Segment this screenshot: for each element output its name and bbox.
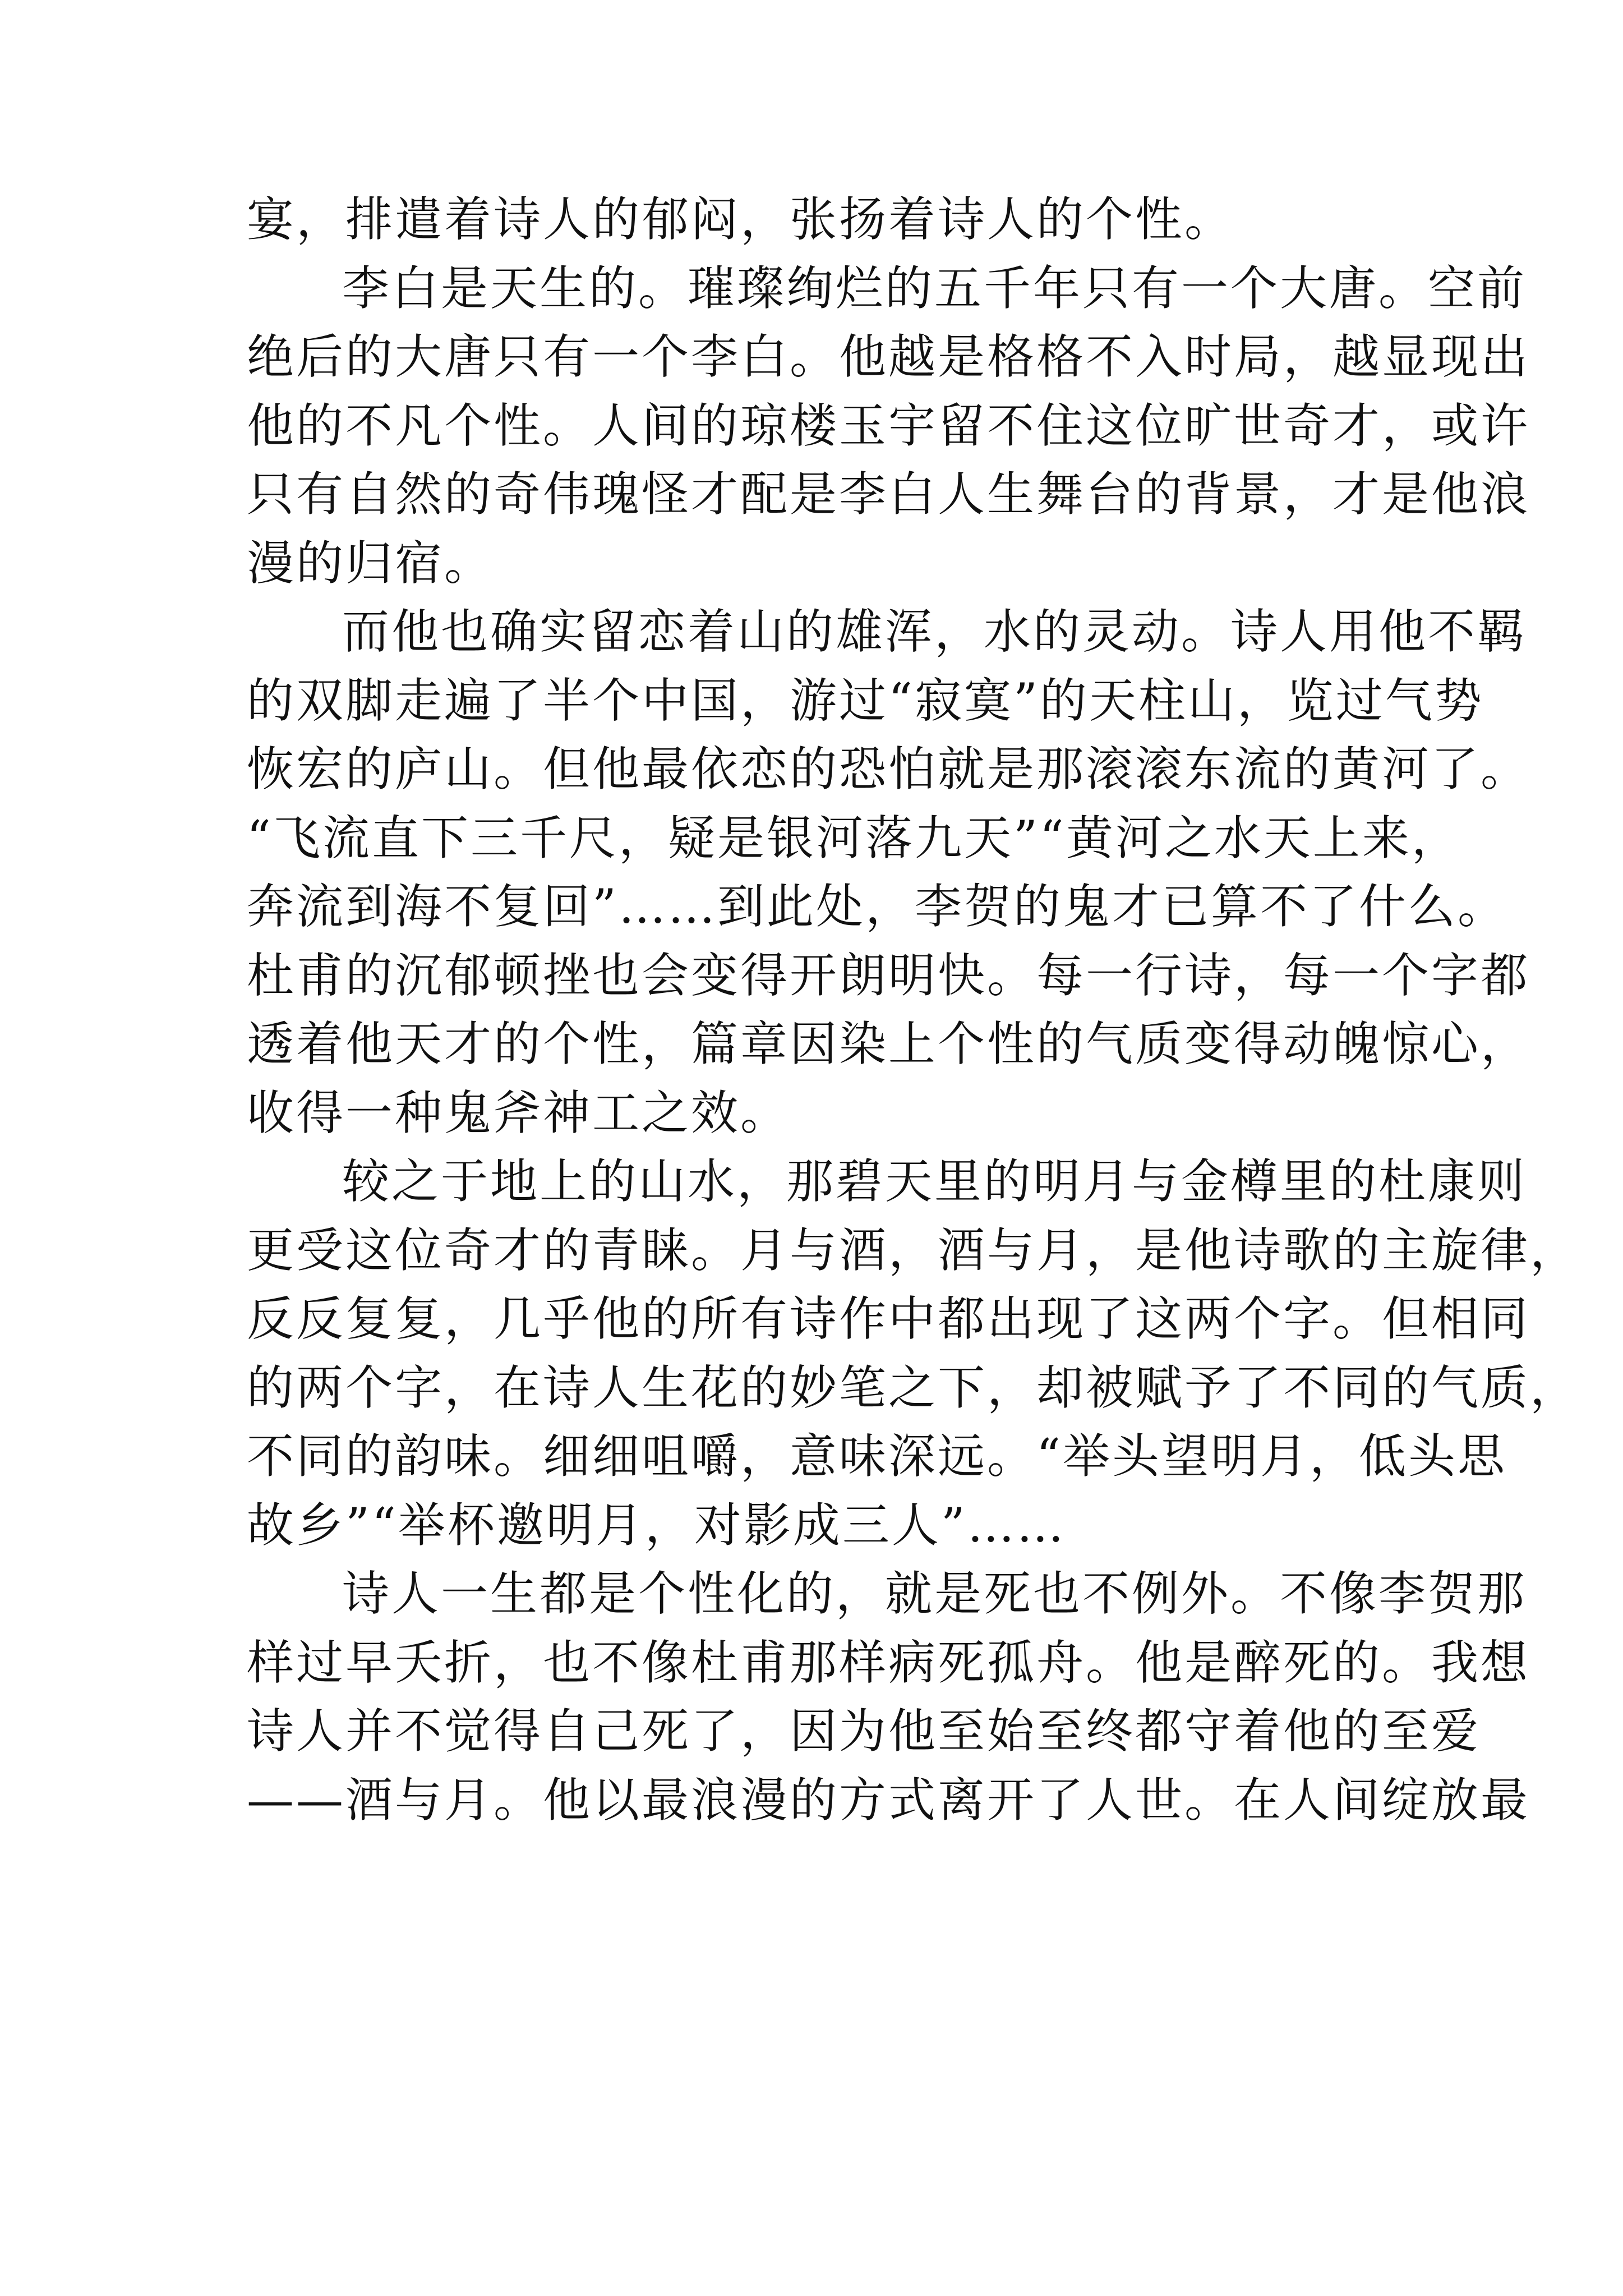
text-line: 样过早夭折，也不像杜甫那样病死孤舟。他是醉死的。我想 xyxy=(247,1635,1530,1690)
text-line: 他的不凡个性。人间的琼楼玉宇留不住这位旷世奇才，或许 xyxy=(247,398,1530,453)
text-line: 收得一种鬼斧神工之效。 xyxy=(247,1085,790,1140)
paragraph-start-line: 李白是天生的。璀璨绚烂的五千年只有一个大唐。空前 xyxy=(342,260,1527,316)
essay-body xyxy=(247,185,1580,1834)
text-line: 杜甫的沉郁顿挫也会变得开朗明快。每一行诗，每一个字都 xyxy=(247,947,1530,1003)
paragraph-start-line: 诗人一生都是个性化的，就是死也不例外。不像李贺那 xyxy=(342,1566,1527,1621)
paragraph-start-line: 较之于地上的山水，那碧天里的明月与金樽里的杜康则 xyxy=(342,1154,1527,1209)
text-line: 诗人并不觉得自己死了，因为他至始至终都守着他的至爱 xyxy=(247,1704,1481,1759)
text-line: 只有自然的奇伟瑰怪才配是李白人生舞台的背景，才是他浪 xyxy=(247,467,1530,522)
text-line: 反反复复，几乎他的所有诗作中都出现了这两个字。但相同 xyxy=(247,1291,1530,1346)
text-line: 绝后的大唐只有一个李白。他越是格格不入时局，越显现出 xyxy=(247,329,1530,384)
text-line: 奔流到海不复回”……到此处，李贺的鬼才已算不了什么。 xyxy=(247,879,1507,934)
text-line: 透着他天才的个性，篇章因染上个性的气质变得动魄惊心， xyxy=(247,1016,1530,1071)
text-line: 的两个字，在诗人生花的妙笔之下，却被赋予了不同的气质， xyxy=(247,1360,1580,1415)
text-line: 的双脚走遍了半个中国，游过“寂寞”的天柱山，览过气势 xyxy=(247,673,1484,728)
text-line: ——酒与月。他以最浪漫的方式离开了人世。在人间绽放最 xyxy=(247,1772,1530,1828)
text-line: “飞流直下三千尺，疑是银河落九天”“黄河之水天上来， xyxy=(247,810,1461,866)
text-line: 更受这位奇才的青睐。月与酒，酒与月，是他诗歌的主旋律， xyxy=(247,1222,1580,1278)
text-line: 恢宏的庐山。但他最依恋的恐怕就是那滚滚东流的黄河了。 xyxy=(247,742,1530,797)
text-line: 故乡”“举杯邀明月，对影成三人”…… xyxy=(247,1497,1066,1553)
paragraph-start-line: 而他也确实留恋着山的雄浑，水的灵动。诗人用他不羁 xyxy=(342,604,1527,659)
text-line: 不同的韵味。细细咀嚼，意味深远。“举头望明月，低头思 xyxy=(247,1429,1507,1484)
text-line: 漫的归宿。 xyxy=(247,535,494,591)
text-line: 宴，排遣着诗人的郁闷，张扬着诗人的个性。 xyxy=(247,192,1234,247)
